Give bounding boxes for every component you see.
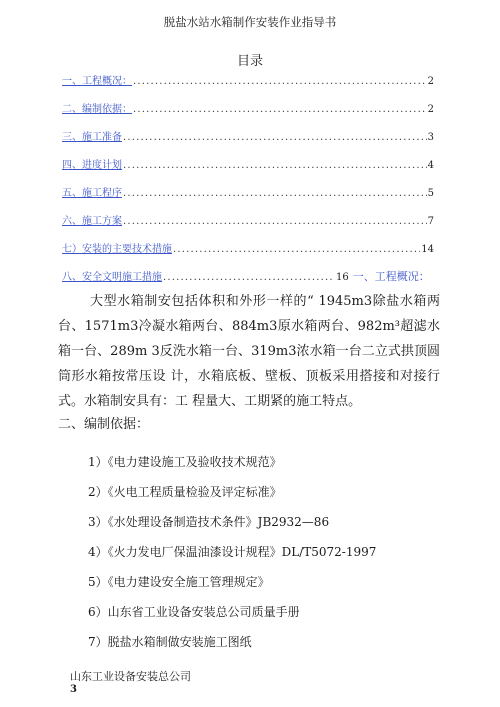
toc-page-number: 2 [427, 76, 434, 87]
toc-link[interactable]: 八、安全文明施工措施 [62, 272, 162, 283]
toc-link[interactable]: 五、施工程序 [62, 188, 122, 199]
toc-leader-dots [123, 188, 427, 199]
list-item: 2）《火电工程质量检验及评定标准》 [88, 485, 282, 499]
toc-page-number: 7 [427, 216, 434, 227]
document-header: 脱盐水站水箱制作安装作业指导书 [163, 15, 337, 29]
toc-page-number: 16 [336, 272, 349, 283]
toc-page-number: 14 [421, 244, 434, 255]
toc-title: 目录 [236, 54, 263, 69]
toc-page-number: 3 [427, 132, 434, 143]
page-number: 3 [70, 684, 77, 695]
list-item: 3）《水处理设备制造技术条件》JB2932—86 [88, 515, 330, 529]
toc-entry[interactable] [62, 212, 434, 240]
toc-leader-dots [133, 76, 427, 87]
toc-link[interactable]: 一、工程概况： [62, 76, 132, 87]
toc-entry[interactable] [62, 184, 434, 212]
toc-entry[interactable] [62, 156, 434, 184]
toc-link[interactable]: 六、施工方案 [62, 216, 122, 227]
reference-list [88, 454, 448, 664]
list-item: 7）脱盐水箱制做安装施工图纸 [88, 635, 252, 649]
toc-link[interactable]: 四、进度计划 [62, 160, 122, 171]
list-item: 5）《电力建设安全施工管理规定》 [88, 575, 270, 589]
toc-leader-dots [163, 272, 333, 283]
toc-page-number: 4 [427, 160, 434, 171]
toc-leader-dots [123, 132, 427, 143]
toc-entry[interactable] [62, 240, 434, 268]
overview-paragraph: 大型水箱制安包括体积和外形一样的“ 1945m3除盐水箱两台、1571m3冷凝水箱两台、884m3原水箱两台、982m³超滤水箱一台、289m 3反洗水箱一台、319m3浓水箱一台二立式拱顶圆筒形水箱按常压设 计，水箱底板、壁板、顶板采用搭接和对接行式。水箱制安具有：工 程量大、工期紧的施工特点。 [58, 294, 440, 409]
toc-entry[interactable] [62, 100, 434, 128]
toc-entry[interactable] [62, 72, 434, 100]
toc-leader-dots [123, 216, 427, 227]
section-heading-overview: 一、工程概况： [352, 270, 430, 283]
toc-link[interactable]: 二、编制依据： [62, 104, 132, 115]
list-item: 1）《电力建设施工及验收技术规范》 [88, 455, 282, 469]
toc-page-number: 5 [427, 188, 434, 199]
toc-page-number: 2 [427, 104, 434, 115]
list-item: 4）《火力发电厂保温油漆设计规程》DL/T5072-1997 [88, 545, 377, 559]
toc-leader-dots [173, 244, 420, 255]
list-item: 6）山东省工业设备安装总公司质量手册 [88, 605, 300, 619]
table-of-contents [62, 72, 434, 296]
section-heading-basis: 二、编制依据： [58, 417, 150, 432]
toc-link[interactable]: 三、施工准备 [62, 132, 122, 143]
footer-company: 山东工业设备安装总公司 [70, 670, 191, 683]
toc-leader-dots [123, 160, 427, 171]
toc-entry[interactable] [62, 128, 434, 156]
toc-link[interactable]: 七）安装的主要技术措施 [62, 244, 172, 255]
toc-leader-dots [133, 104, 427, 115]
